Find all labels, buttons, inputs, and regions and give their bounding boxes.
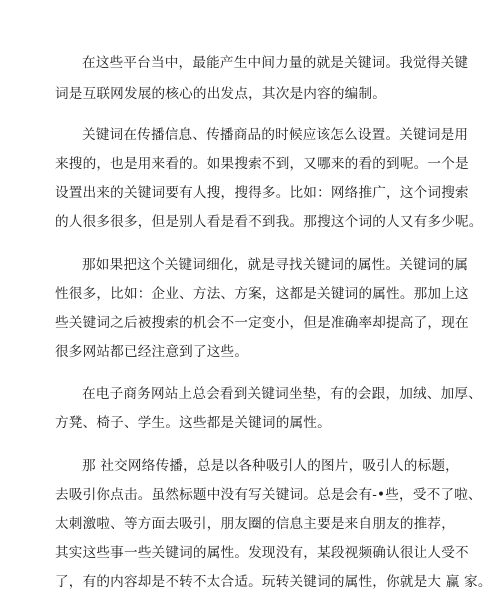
text-line: 很多网站都已经注意到了这些。 (55, 344, 249, 360)
text-line: 性很多，比如：企业、方法、方案，这都是关键词的属性。那加上这 (55, 286, 469, 302)
text-line: 去吸引你点击。虽然标题中没有写关键词。总是会有-•些，受不了啦、 (55, 487, 482, 503)
text-line: 来搜的，也是用来看的。如果搜索不到，又哪来的看的到呢。一个是 (55, 156, 469, 172)
text-line: 词是互联网发展的核心的出发点，其次是内容的编制。 (55, 86, 387, 102)
text-line: 在这些平台当中，最能产生中间力量的就是关键词。我觉得关键 (82, 55, 469, 71)
text-line: 在电子商务网站上总会看到关键词坐垫，有的会跟，加绒、加厚、 (82, 386, 483, 402)
text-line: 了，有的内容却是不转不太合适。玩转关键词的属性，你就是大 赢 家。 (55, 574, 492, 590)
text-line: 其实这些事一些关键词的属性。发现没有，某段视频确认很让人受不 (55, 545, 469, 561)
text-line: 些关键词之后被搜索的机会不一定变小，但是准确率却提高了，现在 (55, 315, 469, 331)
text-line: 关键词在传播信息、传播商品的时候应该怎么设置。关键词是用 (82, 127, 469, 143)
text-line: 方凳、椅子、学生。这些都是关键词的属性。 (55, 415, 331, 431)
text-line: 那 社交网络传播，总是以各种吸引人的图片，吸引人的标题， (82, 458, 459, 474)
text-line: 那如果把这个关键词细化，就是寻找关键词的属性。关键词的属 (82, 257, 469, 273)
text-line: 的人很多很多，但是别人看是看不到我。那搜这个词的人又有多少呢。 (55, 214, 483, 230)
text-line: 太刺激啦、等方面去吸引，朋友圈的信息主要是来自朋友的推荐， (55, 516, 456, 532)
text-line: 设置出来的关键词要有人搜，搜得多。比如：网络推广，这个词搜索 (55, 185, 469, 201)
